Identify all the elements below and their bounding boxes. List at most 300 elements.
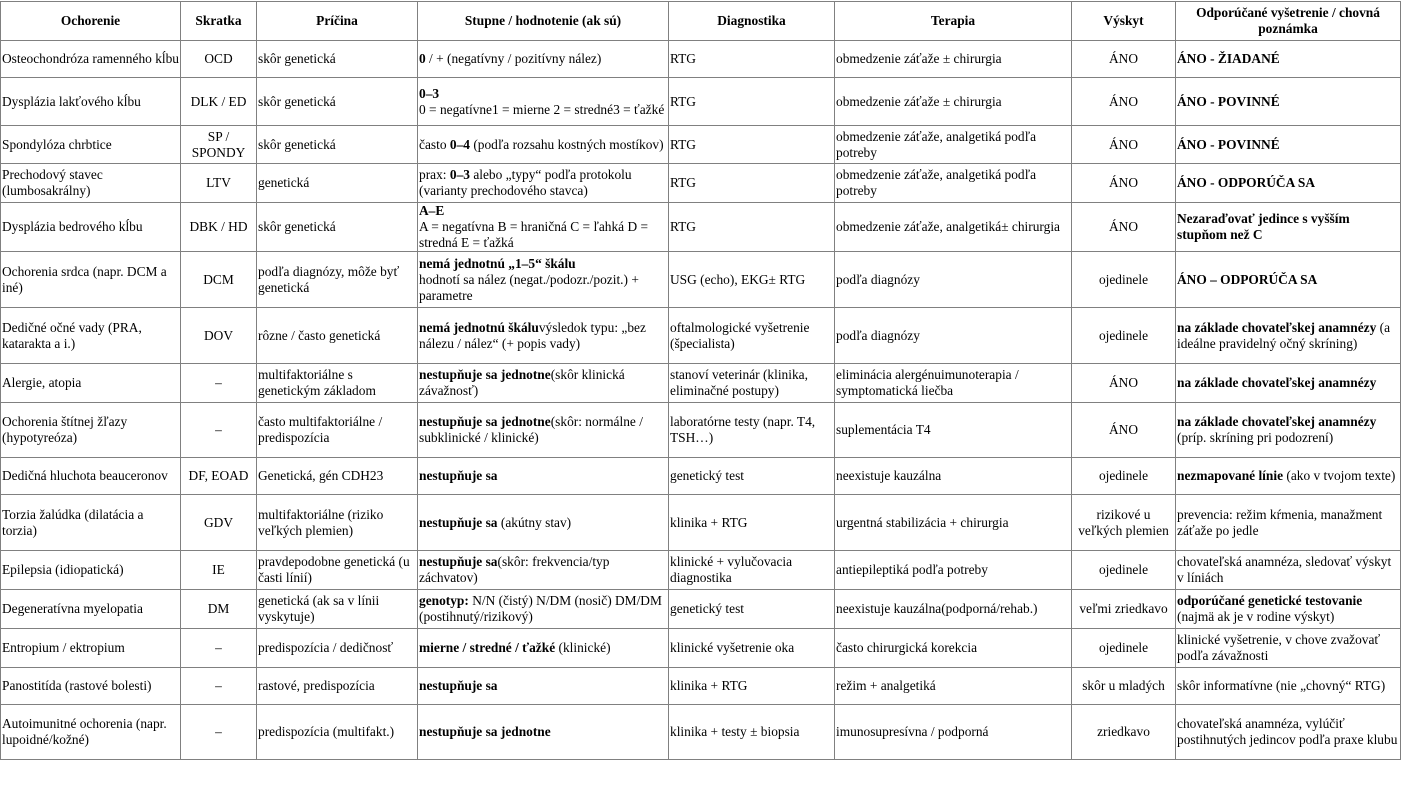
- therapy: antiepileptiká podľa potreby: [836, 562, 988, 577]
- cell-disease: [1, 252, 181, 308]
- cell-abbreviation: [181, 164, 257, 203]
- cell-cause: [257, 41, 418, 78]
- cell-cause: [257, 403, 418, 458]
- recommendation-emphasis: na základe chovateľskej anamnézy: [1177, 414, 1377, 429]
- cell-diagnostics: [669, 705, 835, 760]
- cell-therapy: [835, 458, 1072, 495]
- cell-diagnostics: [669, 458, 835, 495]
- cell-grades: [418, 403, 669, 458]
- occurrence: rizikové u veľkých plemien: [1078, 506, 1169, 538]
- occurrence: ojedinele: [1098, 271, 1149, 287]
- header-occurrence: Výskyt: [1072, 2, 1176, 41]
- occurrence: ojedinele: [1098, 327, 1149, 343]
- cell-disease: [1, 590, 181, 629]
- disease-name: Dedičná hluchota beauceronov: [2, 468, 168, 483]
- table-row: [1, 495, 1401, 551]
- grade-scale: genotyp:: [419, 593, 469, 608]
- cause: skôr genetická: [258, 51, 336, 66]
- table-row: [1, 705, 1401, 760]
- therapy: často chirurgická korekcia: [836, 640, 978, 655]
- cell-cause: [257, 164, 418, 203]
- cell-recommendation: [1176, 668, 1401, 705]
- cell-therapy: [835, 41, 1072, 78]
- grade-detail: (podľa rozsahu kostných mostíkov): [469, 136, 664, 152]
- disease-name: Entropium / ektropium: [2, 640, 125, 655]
- abbreviation: OCD: [204, 51, 233, 66]
- table-row: [1, 629, 1401, 668]
- grade-scale: 0–3: [419, 85, 440, 101]
- disease-name: Degeneratívna myelopatia: [2, 601, 143, 616]
- table-row: [1, 41, 1401, 78]
- cell-abbreviation: [181, 252, 257, 308]
- cell-abbreviation: [181, 308, 257, 364]
- cell-therapy: [835, 78, 1072, 126]
- cell-abbreviation: [181, 403, 257, 458]
- abbreviation: DCM: [203, 271, 234, 287]
- cell-abbreviation: [181, 203, 257, 252]
- cell-cause: [257, 252, 418, 308]
- cause: často multifaktoriálne / predispozícia: [258, 414, 383, 445]
- grade-scale: 0–3: [449, 167, 470, 182]
- cell-grades: [418, 78, 669, 126]
- grade-scale: nestupňuje sa: [419, 554, 498, 569]
- cell-recommendation: [1176, 551, 1401, 590]
- cell-disease: [1, 41, 181, 78]
- header-diagnostics: Diagnostika: [669, 2, 835, 41]
- diagnostics: RTG: [670, 51, 696, 66]
- grade-scale: nestupňuje sa: [419, 514, 498, 530]
- diagnostics: RTG: [670, 93, 696, 109]
- cell-cause: [257, 126, 418, 164]
- cell-cause: [257, 78, 418, 126]
- cell-therapy: [835, 203, 1072, 252]
- grade-detail: výsledok typu: „bez nálezu / nález“ (+ popis vady): [419, 319, 646, 351]
- occurrence: ÁNO: [1108, 422, 1138, 437]
- disease-name: Panostitída (rastové bolesti): [2, 678, 152, 693]
- grade-detail: hodnotí sa nález (negat./podozr./pozit.) + parametre: [419, 271, 639, 303]
- occurrence: ÁNO: [1108, 375, 1138, 390]
- recommendation-emphasis: ÁNO - POVINNÉ: [1177, 93, 1280, 109]
- table-row: [1, 126, 1401, 164]
- cell-occurrence: [1072, 403, 1176, 458]
- cell-grades: [418, 203, 669, 252]
- grade-detail: A = negatívna B = hraničná C = ľahká D = stredná E = ťažká: [419, 219, 649, 250]
- recommendation-note: (a ideálne pravidelný očný skríning): [1177, 319, 1391, 351]
- table-row: [1, 308, 1401, 364]
- abbreviation: DOV: [203, 327, 233, 343]
- diagnostics: klinika + testy ± biopsia: [670, 724, 800, 739]
- therapy: urgentná stabilizácia + chirurgia: [836, 514, 1009, 530]
- cell-occurrence: [1072, 164, 1176, 203]
- recommendation-note: chovateľská anamnéza, sledovať výskyt v líniách: [1177, 554, 1392, 585]
- cell-disease: [1, 458, 181, 495]
- cell-occurrence: [1072, 126, 1176, 164]
- cell-occurrence: [1072, 590, 1176, 629]
- recommendation-emphasis: nezmapované línie: [1177, 468, 1284, 483]
- cell-therapy: [835, 551, 1072, 590]
- diagnostics: RTG: [670, 219, 696, 234]
- grade-scale: nestupňuje sa: [419, 468, 498, 483]
- cell-therapy: [835, 495, 1072, 551]
- diagnostics: stanoví veterinár (klinika, eliminačné postupy): [670, 367, 808, 398]
- therapy: obmedzenie záťaže, analgetiká± chirurgia: [836, 219, 1060, 234]
- cell-therapy: [835, 364, 1072, 403]
- cell-disease: [1, 668, 181, 705]
- cell-grades: [418, 164, 669, 203]
- diagnostics: klinika + RTG: [670, 678, 748, 693]
- disease-name: Ochorenia srdca (napr. DCM a iné): [2, 263, 167, 295]
- cell-cause: [257, 629, 418, 668]
- cause: rôzne / často genetická: [258, 327, 381, 343]
- occurrence: ÁNO: [1108, 51, 1138, 66]
- header-abbreviation: Skratka: [181, 2, 257, 41]
- diagnostics: klinika + RTG: [670, 514, 748, 530]
- therapy: obmedzenie záťaže ± chirurgia: [836, 51, 1002, 66]
- disease-name: Spondylóza chrbtice: [2, 136, 112, 152]
- therapy: podľa diagnózy: [836, 271, 920, 287]
- cell-grades: [418, 551, 669, 590]
- cell-cause: [257, 551, 418, 590]
- cause: multifaktoriálne (riziko veľkých plemien): [258, 506, 384, 538]
- diagnostics: genetický test: [670, 468, 744, 483]
- recommendation-note: prevencia: režim kŕmenia, manažment záťaže po jedle: [1177, 506, 1383, 538]
- therapy: eliminácia alergénuimunoterapia / symptomatická liečba: [836, 367, 1019, 398]
- grade-detail: 0 = negatívne1 = mierne 2 = stredné3 = ťažké: [419, 101, 665, 117]
- cause: predispozícia / dedičnosť: [258, 640, 394, 655]
- abbreviation: –: [215, 640, 222, 655]
- cell-recommendation: [1176, 458, 1401, 495]
- grade-detail: / + (negatívny / pozitívny nález): [425, 51, 602, 66]
- cell-therapy: [835, 629, 1072, 668]
- disease-name: Alergie, atopia: [2, 375, 82, 390]
- abbreviation: –: [215, 724, 222, 739]
- grade-detail: (skôr klinická závažnosť): [419, 367, 625, 398]
- cell-diagnostics: [669, 364, 835, 403]
- cell-diagnostics: [669, 203, 835, 252]
- cell-cause: [257, 495, 418, 551]
- therapy: neexistuje kauzálna: [836, 468, 942, 483]
- occurrence: ojedinele: [1098, 640, 1149, 655]
- cell-occurrence: [1072, 308, 1176, 364]
- cell-cause: [257, 590, 418, 629]
- therapy: podľa diagnózy: [836, 327, 920, 343]
- abbreviation: DM: [207, 601, 230, 616]
- occurrence: veľmi zriedkavo: [1079, 601, 1168, 616]
- grade-prefix: prax:: [419, 167, 450, 182]
- cell-cause: [257, 458, 418, 495]
- cell-cause: [257, 308, 418, 364]
- recommendation-note: skôr informatívne (nie „chovný“ RTG): [1177, 678, 1386, 693]
- recommendation-note: (ako v tvojom texte): [1283, 468, 1396, 483]
- cell-occurrence: [1072, 705, 1176, 760]
- grade-scale: nestupňuje sa jednotne: [419, 724, 551, 739]
- cell-therapy: [835, 403, 1072, 458]
- cause: skôr genetická: [258, 219, 336, 234]
- occurrence: zriedkavo: [1097, 724, 1150, 739]
- cell-disease: [1, 705, 181, 760]
- therapy: obmedzenie záťaže, analgetiká podľa potreby: [836, 167, 1037, 198]
- cell-grades: [418, 495, 669, 551]
- cause: genetická (ak sa v línii vyskytuje): [258, 593, 380, 624]
- grade-detail: (akútny stav): [497, 514, 572, 530]
- table-row: [1, 551, 1401, 590]
- diagnostics: klinické + vylučovacia diagnostika: [670, 554, 793, 585]
- grade-detail: N/N (čistý) N/DM (nosič) DM/DM (postihnutý/rizikový): [419, 593, 662, 624]
- cell-grades: [418, 590, 669, 629]
- cell-occurrence: [1072, 629, 1176, 668]
- disease-name: Dysplázia bedrového kĺbu: [2, 219, 143, 234]
- abbreviation: –: [215, 375, 222, 390]
- occurrence: ÁNO: [1108, 136, 1138, 152]
- cell-diagnostics: [669, 590, 835, 629]
- occurrence: ÁNO: [1108, 175, 1138, 190]
- cell-disease: [1, 78, 181, 126]
- cell-diagnostics: [669, 126, 835, 164]
- therapy: suplementácia T4: [836, 422, 931, 437]
- disease-name: Dysplázia lakťového kĺbu: [2, 93, 141, 109]
- grade-scale: nemá jednotnú „1–5“ škálu: [419, 255, 576, 271]
- cell-therapy: [835, 164, 1072, 203]
- grade-scale: nestupňuje sa jednotne: [419, 367, 551, 382]
- cell-recommendation: [1176, 164, 1401, 203]
- header-therapy: Terapia: [835, 2, 1072, 41]
- disease-table: [0, 1, 1401, 760]
- abbreviation: SP / SPONDY: [191, 128, 246, 160]
- table-row: [1, 590, 1401, 629]
- cell-therapy: [835, 308, 1072, 364]
- cause: predispozícia (multifakt.): [258, 724, 395, 739]
- cell-disease: [1, 126, 181, 164]
- table-row: [1, 252, 1401, 308]
- abbreviation: –: [215, 678, 222, 693]
- grade-scale: nestupňuje sa: [419, 678, 498, 693]
- cell-disease: [1, 164, 181, 203]
- cell-disease: [1, 403, 181, 458]
- grade-scale: nestupňuje sa jednotne: [419, 414, 551, 429]
- cause: rastové, predispozícia: [258, 678, 375, 693]
- grade-detail: (klinické): [555, 640, 611, 655]
- cell-occurrence: [1072, 252, 1176, 308]
- table-row: [1, 403, 1401, 458]
- header-grades: Stupne / hodnotenie (ak sú): [418, 2, 669, 41]
- grade-scale: A–E: [419, 203, 445, 218]
- cell-disease: [1, 308, 181, 364]
- cell-abbreviation: [181, 458, 257, 495]
- diagnostics: oftalmologické vyšetrenie (špecialista): [670, 319, 810, 351]
- table-row: [1, 203, 1401, 252]
- cell-disease: [1, 495, 181, 551]
- therapy: neexistuje kauzálna(podporná/rehab.): [836, 601, 1038, 616]
- cell-disease: [1, 364, 181, 403]
- occurrence: ojedinele: [1098, 562, 1149, 577]
- occurrence: ÁNO: [1108, 219, 1138, 234]
- recommendation-note: klinické vyšetrenie, v chove zvažovať podľa závažnosti: [1177, 632, 1381, 663]
- cell-occurrence: [1072, 495, 1176, 551]
- cell-occurrence: [1072, 551, 1176, 590]
- abbreviation: GDV: [203, 514, 233, 530]
- cell-recommendation: [1176, 629, 1401, 668]
- cell-grades: [418, 252, 669, 308]
- abbreviation: IE: [212, 562, 225, 577]
- disease-name: Torzia žalúdka (dilatácia a torzia): [2, 506, 144, 538]
- cell-therapy: [835, 668, 1072, 705]
- abbreviation: –: [215, 422, 222, 437]
- diagnostics: USG (echo), EKG± RTG: [670, 271, 806, 287]
- cell-recommendation: [1176, 78, 1401, 126]
- cell-occurrence: [1072, 78, 1176, 126]
- header-disease: Ochorenie: [1, 2, 181, 41]
- grade-detail: (skôr: normálne / subklinické / klinické): [419, 414, 643, 445]
- cell-occurrence: [1072, 364, 1176, 403]
- cause: pravdepodobne genetická (u časti línií): [258, 554, 410, 585]
- cell-abbreviation: [181, 668, 257, 705]
- cell-grades: [418, 364, 669, 403]
- cell-abbreviation: [181, 551, 257, 590]
- cell-recommendation: [1176, 126, 1401, 164]
- abbreviation: DLK / ED: [190, 93, 247, 109]
- cell-recommendation: [1176, 495, 1401, 551]
- diagnostics: laboratórne testy (napr. T4, TSH…): [670, 414, 816, 445]
- cause: genetická: [258, 175, 310, 190]
- table-row: [1, 364, 1401, 403]
- table-row: [1, 458, 1401, 495]
- cell-diagnostics: [669, 551, 835, 590]
- cell-grades: [418, 668, 669, 705]
- recommendation-emphasis: ÁNO - ŽIADANÉ: [1177, 51, 1280, 66]
- cell-diagnostics: [669, 495, 835, 551]
- cell-grades: [418, 458, 669, 495]
- cell-diagnostics: [669, 164, 835, 203]
- cell-abbreviation: [181, 126, 257, 164]
- recommendation-note: chovateľská anamnéza, vylúčiť postihnutých jedincov podľa praxe klubu: [1177, 716, 1398, 747]
- recommendation-emphasis: ÁNO – ODPORÚČA SA: [1177, 271, 1318, 287]
- cell-diagnostics: [669, 668, 835, 705]
- abbreviation: DBK / HD: [189, 219, 248, 234]
- diagnostics: RTG: [670, 175, 696, 190]
- cell-therapy: [835, 705, 1072, 760]
- grade-detail: alebo „typy“ podľa protokolu (varianty prechodového stavca): [419, 167, 632, 198]
- cell-occurrence: [1072, 41, 1176, 78]
- cell-diagnostics: [669, 41, 835, 78]
- disease-name: Epilepsia (idiopatická): [2, 562, 124, 577]
- therapy: imunosupresívna / podporná: [836, 724, 989, 739]
- therapy: režim + analgetiká: [836, 678, 936, 693]
- cell-occurrence: [1072, 668, 1176, 705]
- diagnostics: genetický test: [670, 601, 744, 616]
- cell-abbreviation: [181, 590, 257, 629]
- cell-disease: [1, 203, 181, 252]
- cell-therapy: [835, 590, 1072, 629]
- cause: multifaktoriálne s genetickým základom: [258, 367, 376, 398]
- cell-recommendation: [1176, 403, 1401, 458]
- cell-grades: [418, 705, 669, 760]
- occurrence: ÁNO: [1108, 93, 1138, 109]
- cell-recommendation: [1176, 590, 1401, 629]
- cell-occurrence: [1072, 203, 1176, 252]
- cell-recommendation: [1176, 705, 1401, 760]
- header-recommendation: Odporúčané vyšetrenie / chovná poznámka: [1176, 2, 1401, 41]
- recommendation-emphasis: na základe chovateľskej anamnézy: [1177, 375, 1377, 390]
- therapy: obmedzenie záťaže, analgetiká podľa potreby: [836, 128, 1037, 160]
- recommendation-emphasis: ÁNO - POVINNÉ: [1177, 136, 1280, 152]
- cell-diagnostics: [669, 629, 835, 668]
- grade-prefix: často: [419, 136, 450, 152]
- cell-grades: [418, 629, 669, 668]
- cell-diagnostics: [669, 308, 835, 364]
- disease-name: Ochorenia štítnej žľazy (hypotyreóza): [2, 414, 128, 445]
- table-row: [1, 668, 1401, 705]
- recommendation-emphasis: na základe chovateľskej anamnézy: [1177, 319, 1377, 335]
- cell-grades: [418, 41, 669, 78]
- table-row: [1, 78, 1401, 126]
- recommendation-emphasis: Nezaraďovať jedince s vyšším stupňom než C: [1177, 211, 1350, 242]
- disease-name: Autoimunitné ochorenia (napr. lupoidné/kožné): [2, 716, 167, 747]
- cell-recommendation: [1176, 41, 1401, 78]
- header-cause: Príčina: [257, 2, 418, 41]
- abbreviation: DF, EOAD: [188, 468, 249, 483]
- grade-scale: 0: [419, 51, 426, 66]
- cell-abbreviation: [181, 78, 257, 126]
- diagnostics: RTG: [670, 136, 696, 152]
- cell-therapy: [835, 252, 1072, 308]
- cell-diagnostics: [669, 252, 835, 308]
- cell-abbreviation: [181, 629, 257, 668]
- cell-abbreviation: [181, 705, 257, 760]
- occurrence: skôr u mladých: [1082, 678, 1165, 693]
- cell-cause: [257, 705, 418, 760]
- cell-disease: [1, 551, 181, 590]
- cause: podľa diagnózy, môže byť genetická: [258, 263, 400, 295]
- cell-diagnostics: [669, 403, 835, 458]
- therapy: obmedzenie záťaže ± chirurgia: [836, 93, 1002, 109]
- cell-recommendation: [1176, 203, 1401, 252]
- cell-cause: [257, 668, 418, 705]
- cell-diagnostics: [669, 78, 835, 126]
- recommendation-emphasis: ÁNO - ODPORÚČA SA: [1177, 175, 1315, 190]
- cell-abbreviation: [181, 41, 257, 78]
- cause: Genetická, gén CDH23: [258, 468, 384, 483]
- grade-scale: 0–4: [449, 136, 470, 152]
- cell-recommendation: [1176, 252, 1401, 308]
- abbreviation: LTV: [206, 175, 231, 190]
- diagnostics: klinické vyšetrenie oka: [670, 640, 795, 655]
- cell-recommendation: [1176, 308, 1401, 364]
- cell-cause: [257, 203, 418, 252]
- recommendation-note: (najmä ak je v rodine výskyt): [1177, 609, 1335, 624]
- occurrence: ojedinele: [1098, 468, 1149, 483]
- disease-name: Prechodový stavec (lumbosakrálny): [2, 167, 103, 198]
- disease-name: Osteochondróza ramenného kĺbu: [2, 51, 179, 66]
- cell-cause: [257, 364, 418, 403]
- cell-occurrence: [1072, 458, 1176, 495]
- grade-scale: mierne / stredné / ťažké: [419, 640, 556, 655]
- cell-abbreviation: [181, 364, 257, 403]
- grade-scale: nemá jednotnú škálu: [419, 319, 539, 335]
- cell-grades: [418, 126, 669, 164]
- cause: skôr genetická: [258, 136, 336, 152]
- recommendation-emphasis: odporúčané genetické testovanie: [1177, 593, 1363, 608]
- cell-therapy: [835, 126, 1072, 164]
- cause: skôr genetická: [258, 93, 336, 109]
- recommendation-note: (príp. skríning pri podozrení): [1177, 430, 1334, 445]
- cell-recommendation: [1176, 364, 1401, 403]
- grade-detail: (skôr: frekvencia/typ záchvatov): [419, 554, 610, 585]
- cell-grades: [418, 308, 669, 364]
- header-row: [1, 2, 1401, 41]
- cell-disease: [1, 629, 181, 668]
- table-row: [1, 164, 1401, 203]
- cell-abbreviation: [181, 495, 257, 551]
